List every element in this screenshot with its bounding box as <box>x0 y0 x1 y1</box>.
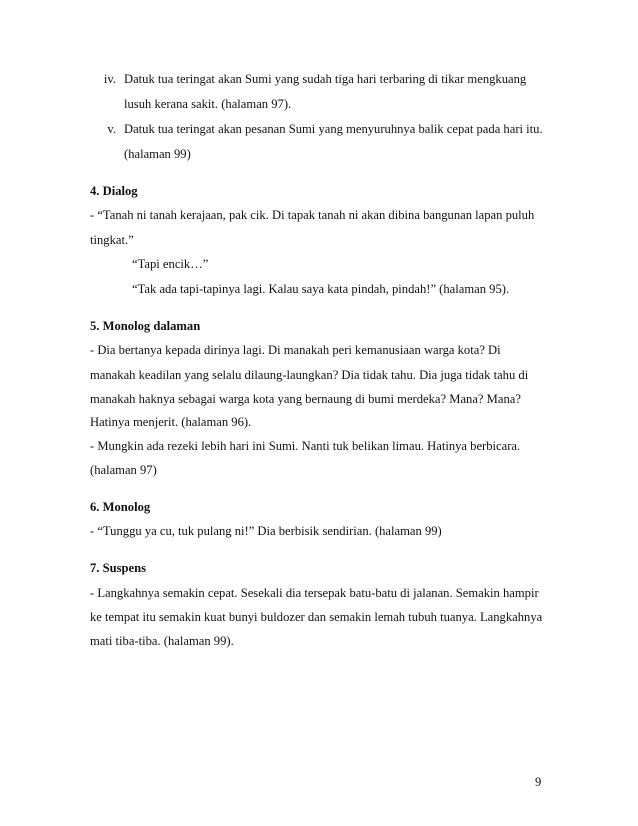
monolog-line-1: - “Tunggu ya cu, tuk pulang ni!” Dia berbisik sendirian. (halaman 99) <box>90 524 442 538</box>
list-numeral-iv: iv. <box>103 72 116 86</box>
section-heading-suspens: 7. Suspens <box>90 561 147 575</box>
monolog-dalaman-line-6: (halaman 97) <box>90 463 157 477</box>
section-heading-monolog: 6. Monolog <box>90 500 151 514</box>
list-item-iv-line-2: lusuh kerana sakit. (halaman 97). <box>124 97 292 111</box>
section-heading-dialog: 4. Dialog <box>90 184 138 198</box>
section-heading-monolog-dalaman: 5. Monolog dalaman <box>90 319 201 333</box>
list-numeral-v: v. <box>107 122 116 136</box>
monolog-dalaman-line-4: Hatinya menjerit. (halaman 96). <box>90 415 252 429</box>
list-item-iv-line-1: Datuk tua teringat akan Sumi yang sudah tiga hari terbaring di tikar mengkuang <box>124 72 527 86</box>
list-item-v-line-2: (halaman 99) <box>124 147 191 161</box>
list-item-v-line-1: Datuk tua teringat akan pesanan Sumi yang menyuruhnya balik cepat pada hari itu. <box>124 122 543 136</box>
suspens-line-2: ke tempat itu semakin kuat bunyi buldozer dan semakin lemah tubuh tuanya. Langkahnya <box>90 610 543 624</box>
dialog-line-1: - “Tanah ni tanah kerajaan, pak cik. Di tapak tanah ni akan dibina bangunan lapan puluh <box>90 208 535 222</box>
dialog-line-3: “Tapi encik…” <box>132 257 209 271</box>
page-number: 9 <box>535 775 542 789</box>
dialog-line-4: “Tak ada tapi-tapinya lagi. Kalau saya kata pindah, pindah!” (halaman 95). <box>132 282 510 296</box>
suspens-line-1: - Langkahnya semakin cepat. Sesekali dia tersepak batu-batu di jalanan. Semakin hampir <box>90 586 539 600</box>
suspens-line-3: mati tiba-tiba. (halaman 99). <box>90 634 234 648</box>
monolog-dalaman-line-5: - Mungkin ada rezeki lebih hari ini Sumi. Nanti tuk belikan limau. Hatinya berbicara. <box>90 439 521 453</box>
monolog-dalaman-line-2: manakah keadilan yang selalu dilaung-laungkan? Dia tidak tahu. Dia juga tidak tahu di <box>90 368 529 382</box>
monolog-dalaman-line-1: - Dia bertanya kepada dirinya lagi. Di manakah peri kemanusiaan warga kota? Di <box>90 343 501 357</box>
monolog-dalaman-line-3: manakah haknya sebagai warga kota yang bernaung di bumi merdeka? Mana? Mana? <box>90 392 521 406</box>
dialog-line-2: tingkat.” <box>90 233 134 247</box>
